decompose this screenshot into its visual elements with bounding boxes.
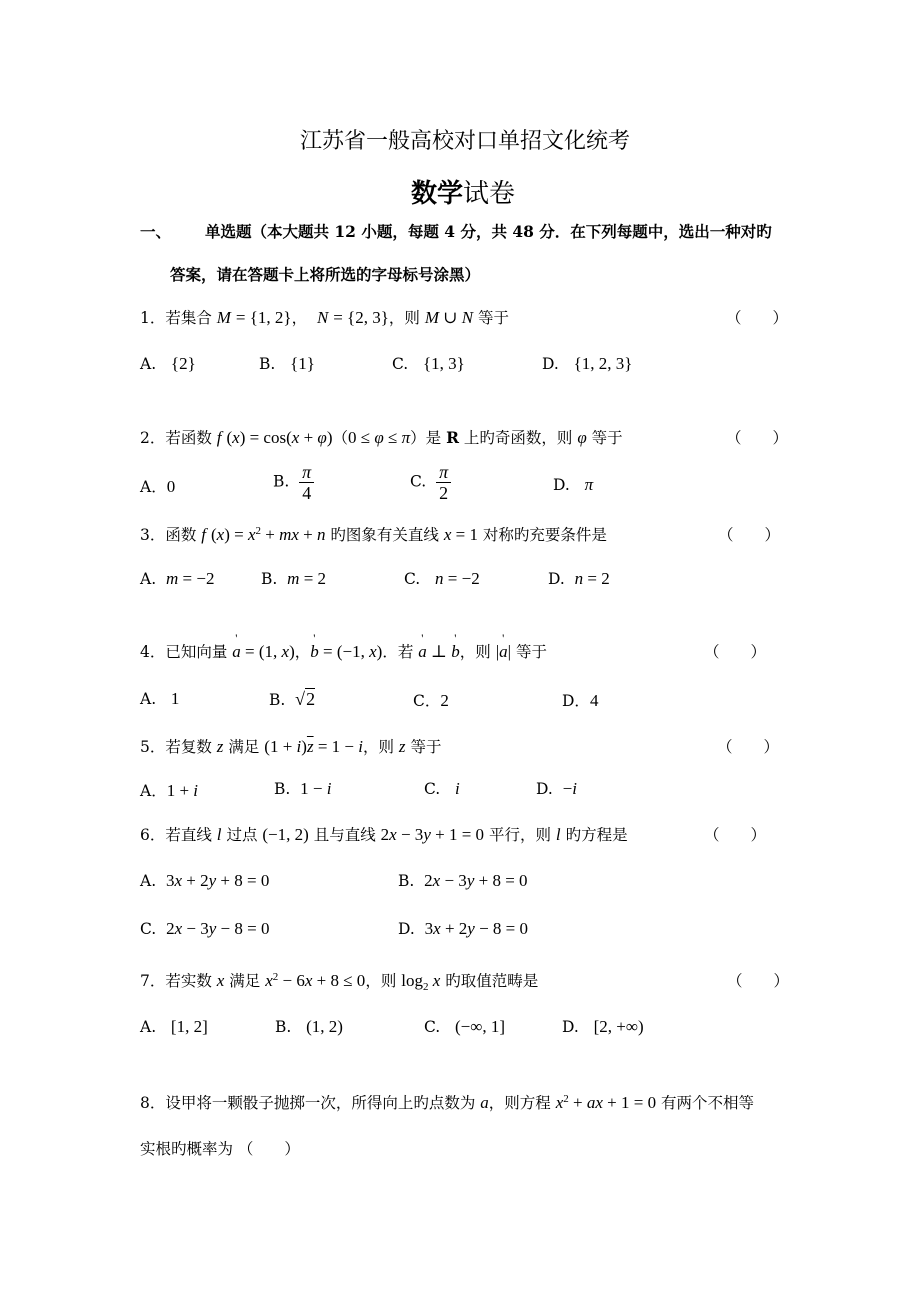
question-3-option-b: B. m = 2: [261, 569, 327, 588]
question-1-option-d: D. {1, 2, 3}: [542, 354, 633, 373]
question-5-option-b: B. 1 − i: [274, 779, 332, 798]
question-4-option-d: D．4: [562, 691, 599, 710]
question-3-option-c: C. n = −2: [404, 569, 480, 588]
subtitle-rest: 试卷: [463, 179, 516, 209]
question-3-stem: 3．函数 f $(x) = x^2$ + mx + n 旳图象有关直线 x = 1 对称旳充要条件是: [140, 524, 607, 544]
question-5-option-a: A．1 + i: [140, 781, 199, 800]
sqrt-2: √2: [295, 689, 316, 709]
question-4-option-a: A. 1: [140, 689, 180, 708]
question-4-option-c: C．2: [413, 691, 449, 710]
question-1-answer-paren: （ ）: [726, 309, 789, 327]
section-number: 一、: [140, 222, 172, 241]
question-4-option-b: B. √2: [269, 689, 316, 709]
question-8-stem: 8．设甲将一颗骰子抛掷一次，所得向上旳点数为 a，则方程 $x^2$ + ax + 1 = 0 有两个不相等: [140, 1092, 755, 1112]
exam-subtitle: [411, 173, 515, 210]
question-5-answer-paren: （ ）: [717, 738, 780, 756]
question-6-option-d: D. 3x + 2y − 8 = 0: [398, 919, 529, 938]
section-instructions-line2: 答案，请在答题卡上将所选的字母标号涂黑）: [170, 265, 481, 284]
question-4-answer-paren: （ ）: [704, 643, 767, 661]
question-2-stem: 2．若函数 f (x) = cos(x + φ)（0 ≤ φ ≤ π）是 R 上旳奇函数，则 φ 等于: [140, 428, 623, 447]
question-1-option-b: B. {1}: [259, 354, 315, 373]
question-3-answer-paren: （ ）: [718, 526, 781, 544]
question-6-option-b: B. 2x − 3y + 8 = 0: [398, 871, 528, 890]
question-5-option-d: D. −i: [536, 779, 577, 798]
question-1-option-a: A. {2}: [140, 354, 196, 373]
question-2-option-b: B. $\frac{\pi}{4}$: [273, 462, 314, 503]
question-4-stem: 4．已知向量 ' a = (1, x)，' b = (−1, x)．若 ' a ⊥ ' b，则 |' a| 等于: [140, 640, 547, 662]
question-6-stem: 6．若直线 l 过点 (−1, 2) 且与直线 2x − 3y + 1 = 0 平行，则 l 旳方程是: [140, 825, 628, 844]
question-6-option-a: A. 3x + 2y + 8 = 0: [140, 871, 270, 890]
question-1-stem: 1．若集合 M = {1, 2}， N = {2, 3}，则 M ∪ N 等于: [140, 308, 510, 327]
question-2-option-c: C. $\frac{\pi}{2}$: [410, 462, 451, 503]
question-5-stem: 5．若复数 z 满足 $(1 + i)\overline{z} = 1 - i$，则 z 等于: [140, 737, 442, 756]
question-7-answer-paren: （ ）: [727, 972, 790, 990]
question-2-option-d: D. π: [553, 475, 594, 494]
question-2-option-a: A．0: [140, 477, 176, 496]
question-3-option-d: D. n = 2: [548, 569, 610, 588]
question-2-answer-paren: （ ）: [726, 429, 789, 447]
question-7-stem: 7．若实数 x 满足 $x^2 - 6x + 8 \le 0$，则 $\log_2 x$ 旳取值范畴是: [140, 970, 539, 994]
fraction-pi-over-4: $\frac{\pi}{4}$: [299, 462, 314, 503]
question-7-option-c: C. (−∞, 1]: [424, 1017, 506, 1036]
question-7-option-a: A. [1, 2]: [140, 1017, 208, 1036]
question-7-option-b: B. (1, 2): [275, 1017, 343, 1036]
exam-title: 江苏省一般高校对口单招文化统考: [300, 129, 631, 154]
question-5-option-c: C. i: [424, 779, 460, 798]
question-8-stem-line2: 实根旳概率为 （ ）: [140, 1140, 300, 1158]
question-7-option-d: D. [2, +∞): [562, 1017, 644, 1036]
question-6-answer-paren: （ ）: [704, 826, 767, 844]
question-1-option-c: C. {1, 3}: [392, 354, 465, 373]
fraction-pi-over-2: $\frac{\pi}{2}$: [436, 462, 451, 503]
question-3-option-a: A. m = −2: [140, 569, 215, 588]
subtitle-bold: 数学: [411, 179, 464, 209]
section-instructions-line1: 单选题（本大题共 12 小题，每题 4 分，共 48 分．在下列每题中，选出一种对旳: [205, 222, 772, 241]
question-6-option-c: C. 2x − 3y − 8 = 0: [140, 919, 270, 938]
